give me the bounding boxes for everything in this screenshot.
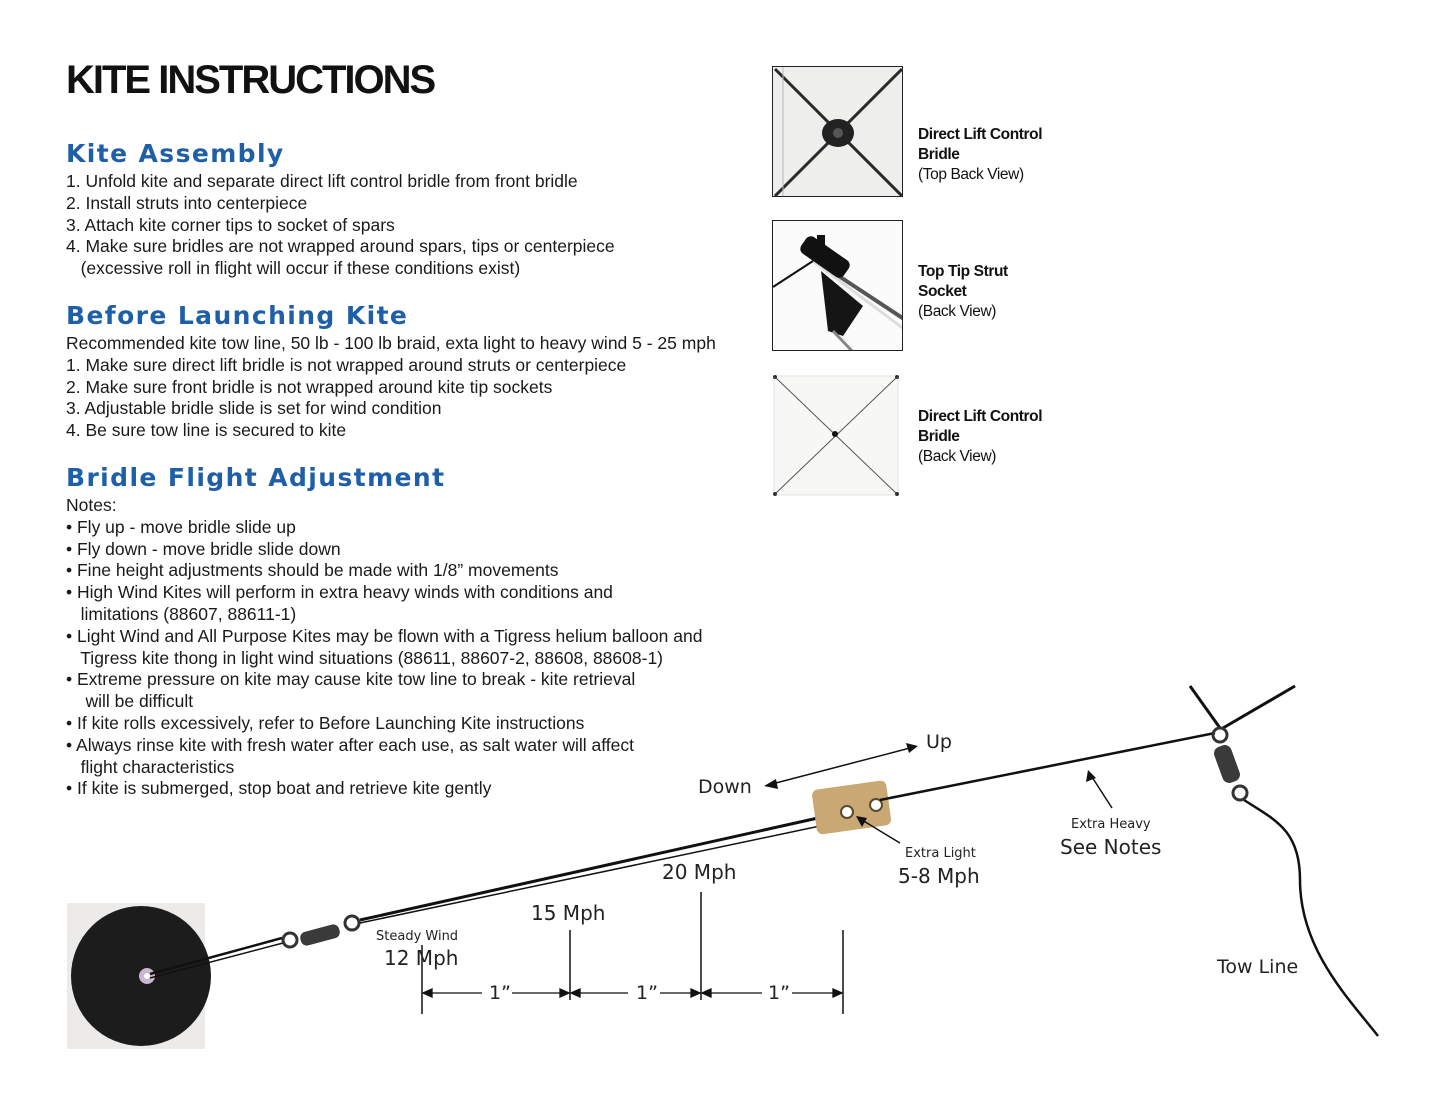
bridle-adjustment-heading: Bridle Flight Adjustment — [66, 463, 446, 492]
assembly-step: 3. Attach kite corner tips to socket of spars — [66, 214, 395, 235]
assembly-step: 2. Install struts into centerpiece — [66, 192, 308, 213]
launch-step: Recommended kite tow line, 50 lb - 100 lb braid, exta light to heavy wind 5 - 25 mph — [66, 333, 716, 353]
mph-15-label: 15 Mph — [531, 901, 606, 925]
note-line: • High Wind Kites will perform in extra heavy winds with conditions and — [66, 582, 613, 603]
steady-wind-mph-label: 12 Mph — [384, 946, 459, 970]
page-title: KITE INSTRUCTIONS — [66, 58, 435, 102]
kite-swivel — [1212, 728, 1247, 800]
extra-light-label: Extra Light — [905, 846, 976, 861]
note-line: limitations (88607, 88611-1) — [66, 603, 297, 624]
steady-wind-label: Steady Wind — [376, 929, 459, 944]
extra-heavy-label: Extra Heavy — [1071, 817, 1151, 832]
extra-light-mph-label: 5-8 Mph — [898, 864, 980, 888]
assembly-step: 1. Unfold kite and separate direct lift control bridle from front bridle — [66, 171, 578, 191]
note-line: flight characteristics — [66, 756, 235, 777]
note-line: • Fly down - move bridle slide down — [66, 538, 341, 559]
note-line: • Always rinse kite with fresh water after each use, as salt water will affect — [66, 734, 634, 755]
note-line: • Light Wind and All Purpose Kites may be flown with a Tigress helium balloon and — [66, 625, 703, 646]
note-line: Notes: — [66, 495, 117, 515]
bridle-slide — [811, 780, 892, 835]
mph-20-label: 20 Mph — [662, 860, 737, 884]
note-line: Tigress kite thong in light wind situations (88611, 88607-2, 88608, 88608-1) — [66, 647, 663, 668]
photo-caption-1: Direct Lift Control Bridle (Top Back View) — [918, 126, 1043, 183]
up-down-arrow — [772, 748, 910, 784]
assembly-step: 4. Make sure bridles are not wrapped around spars, tips or centerpiece — [66, 236, 615, 257]
down-label: Down — [698, 776, 752, 798]
photo-caption-3: Direct Lift Control Bridle (Back View) — [918, 408, 1043, 465]
photo-caption-2: Top Tip Strut Socket (Back View) — [918, 263, 1008, 320]
up-label: Up — [926, 731, 952, 753]
assembly-step: (excessive roll in flight will occur if these conditions exist) — [66, 258, 521, 279]
spacing-label: 1” — [636, 982, 658, 1004]
front-swivel — [283, 916, 359, 947]
spacing-label: 1” — [768, 982, 790, 1004]
launch-step: 2. Make sure front bridle is not wrapped around kite tip sockets — [66, 376, 553, 397]
tow-line — [1244, 800, 1378, 1036]
see-notes-label: See Notes — [1060, 835, 1162, 859]
launch-step: 4. Be sure tow line is secured to kite — [66, 420, 347, 441]
note-line: • If kite is submerged, stop boat and retrieve kite gently — [66, 778, 492, 799]
note-line: • If kite rolls excessively, refer to Before Launching Kite instructions — [66, 712, 585, 733]
before-launching-heading: Before Launching Kite — [66, 301, 409, 330]
note-line: • Fine height adjustments should be made with 1/8” movements — [66, 560, 559, 581]
note-line: • Fly up - move bridle slide up — [66, 516, 296, 537]
launch-step: 1. Make sure direct lift bridle is not wrapped around struts or centerpiece — [66, 354, 627, 375]
spacing-label: 1” — [489, 982, 511, 1004]
tow-line-label: Tow Line — [1217, 956, 1299, 978]
note-line: • Extreme pressure on kite may cause kite tow line to break - kite retrieval — [66, 669, 636, 690]
kite-assembly-heading: Kite Assembly — [66, 139, 285, 168]
note-line: will be difficult — [66, 691, 194, 712]
launch-step: 3. Adjustable bridle slide is set for wind condition — [66, 398, 442, 419]
